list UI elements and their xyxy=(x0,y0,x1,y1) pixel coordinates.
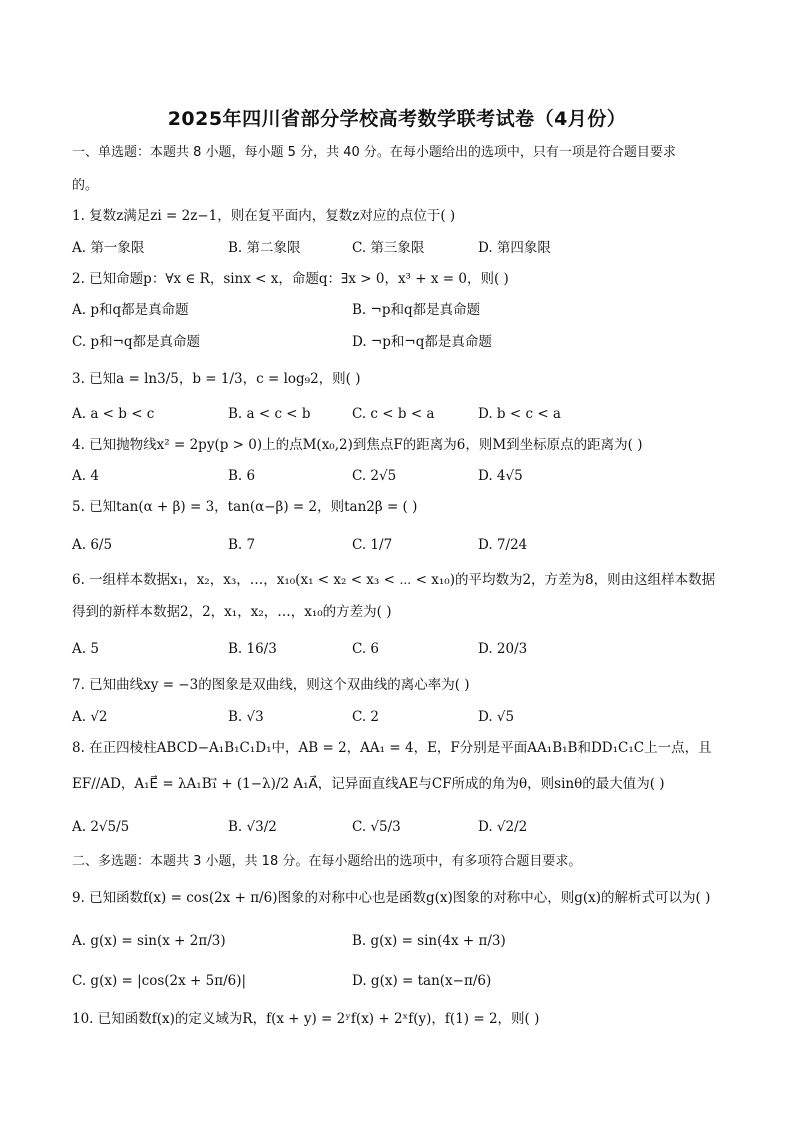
q6-option-b: B. 16/3 xyxy=(228,641,277,657)
q7-option-d: D. √5 xyxy=(478,709,515,725)
question-6-stem-cont: 得到的新样本数据2，2，x₁，x₂，…，x₁₀的方差为( ) xyxy=(72,604,392,620)
q7-option-b: B. √3 xyxy=(228,709,264,725)
q1-option-c: C. 第三象限 xyxy=(352,240,425,256)
page-title: 2025年四川省部分学校高考数学联考试卷（4月份） xyxy=(167,108,627,130)
question-4-stem: 4. 已知抛物线x² = 2py(p > 0)上的点M(x₀,2)到焦点F的距离为6，则M到坐标原点的距离为( ) xyxy=(72,437,643,453)
q3-option-d: D. b < c < a xyxy=(478,406,561,422)
q2-option-a: A. p和q都是真命题 xyxy=(72,302,189,318)
section1-heading-cont: 的。 xyxy=(72,178,99,193)
q9-option-d: D. g(x) = tan(x−π/6) xyxy=(352,973,492,989)
q7-option-c: C. 2 xyxy=(352,709,380,725)
section1-heading: 一、单选题：本题共 8 小题，每小题 5 分，共 40 分。在每小题给出的选项中，只有一项是符合题目要求 xyxy=(72,145,676,160)
q8-option-b: B. √3/2 xyxy=(228,819,277,835)
q8-option-c: C. √5/3 xyxy=(352,819,401,835)
q4-option-a: A. 4 xyxy=(72,468,99,484)
q8-option-d: D. √2/2 xyxy=(478,819,528,835)
q9-option-b: B. g(x) = sin(4x + π/3) xyxy=(352,933,506,949)
question-10-stem: 10. 已知函数f(x)的定义域为R，f(x + y) = 2ʸf(x) + 2ˣf(y)，f(1) = 2，则( ) xyxy=(72,1011,540,1027)
q6-option-c: C. 6 xyxy=(352,641,380,657)
q5-option-a: A. 6/5 xyxy=(72,537,113,553)
question-6-stem: 6. 一组样本数据x₁，x₂，x₃，…，x₁₀(x₁ < x₂ < x₃ < ⋯ < x₁₀)的平均数为2，方差为8，则由这组样本数据 xyxy=(72,572,716,588)
q3-option-c: C. c < b < a xyxy=(352,406,435,422)
q1-option-b: B. 第二象限 xyxy=(228,240,301,256)
question-2-stem: 2. 已知命题p：∀x ∈ R，sinx < x，命题q：∃x > 0，x³ + x = 0，则( ) xyxy=(72,271,509,287)
question-5-stem: 5. 已知tan(α + β) = 3，tan(α−β) = 2，则tan2β = ( ) xyxy=(72,499,418,515)
question-9-stem: 9. 已知函数f(x) = cos(2x + π/6)图象的对称中心也是函数g(x)图象的对称中心，则g(x)的解析式可以为( ) xyxy=(72,890,711,906)
q9-option-c: C. g(x) = |cos(2x + 5π/6)| xyxy=(72,973,247,989)
q1-option-a: A. 第一象限 xyxy=(72,240,145,256)
question-3-stem: 3. 已知a = ln3/5，b = 1/3，c = log₉2，则( ) xyxy=(72,371,361,387)
section2-heading: 二、多选题：本题共 3 小题，共 18 分。在每小题给出的选项中，有多项符合题目要求。 xyxy=(72,854,582,869)
q2-option-d: D. ¬p和¬q都是真命题 xyxy=(352,334,492,350)
q5-option-d: D. 7/24 xyxy=(478,537,528,553)
q5-option-b: B. 7 xyxy=(228,537,256,553)
question-7-stem: 7. 已知曲线xy = −3的图象是双曲线，则这个双曲线的离心率为( ) xyxy=(72,677,470,693)
q6-option-d: D. 20/3 xyxy=(478,641,528,657)
question-8-stem: 8. 在正四棱柱ABCD−A₁B₁C₁D₁中，AB = 2，AA₁ = 4，E，F分别是平面AA₁B₁B和DD₁C₁C上一点，且 xyxy=(72,740,712,756)
q4-option-c: C. 2√5 xyxy=(352,468,397,484)
question-8-stem-cont: EF//AD，A₁E⃗ = λA₁B₁⃗ + (1−λ)/2 A₁A⃗，记异面直线AE与CF所成的角为θ，则sinθ的最大值为( ) xyxy=(72,776,665,792)
q5-option-c: C. 1/7 xyxy=(352,537,393,553)
q9-option-a: A. g(x) = sin(x + 2π/3) xyxy=(72,933,226,949)
q4-option-d: D. 4√5 xyxy=(478,468,523,484)
q1-option-d: D. 第四象限 xyxy=(478,240,551,256)
q8-option-a: A. 2√5/5 xyxy=(72,819,130,835)
q7-option-a: A. √2 xyxy=(72,709,108,725)
q4-option-b: B. 6 xyxy=(228,468,256,484)
q6-option-a: A. 5 xyxy=(72,641,99,657)
q3-option-a: A. a < b < c xyxy=(72,406,155,422)
q3-option-b: B. a < c < b xyxy=(228,406,311,422)
q2-option-c: C. p和¬q都是真命题 xyxy=(72,334,201,350)
q2-option-b: B. ¬p和q都是真命题 xyxy=(352,302,481,318)
question-1-stem: 1. 复数z满足zi = 2z−1，则在复平面内，复数z对应的点位于( ) xyxy=(72,208,456,224)
